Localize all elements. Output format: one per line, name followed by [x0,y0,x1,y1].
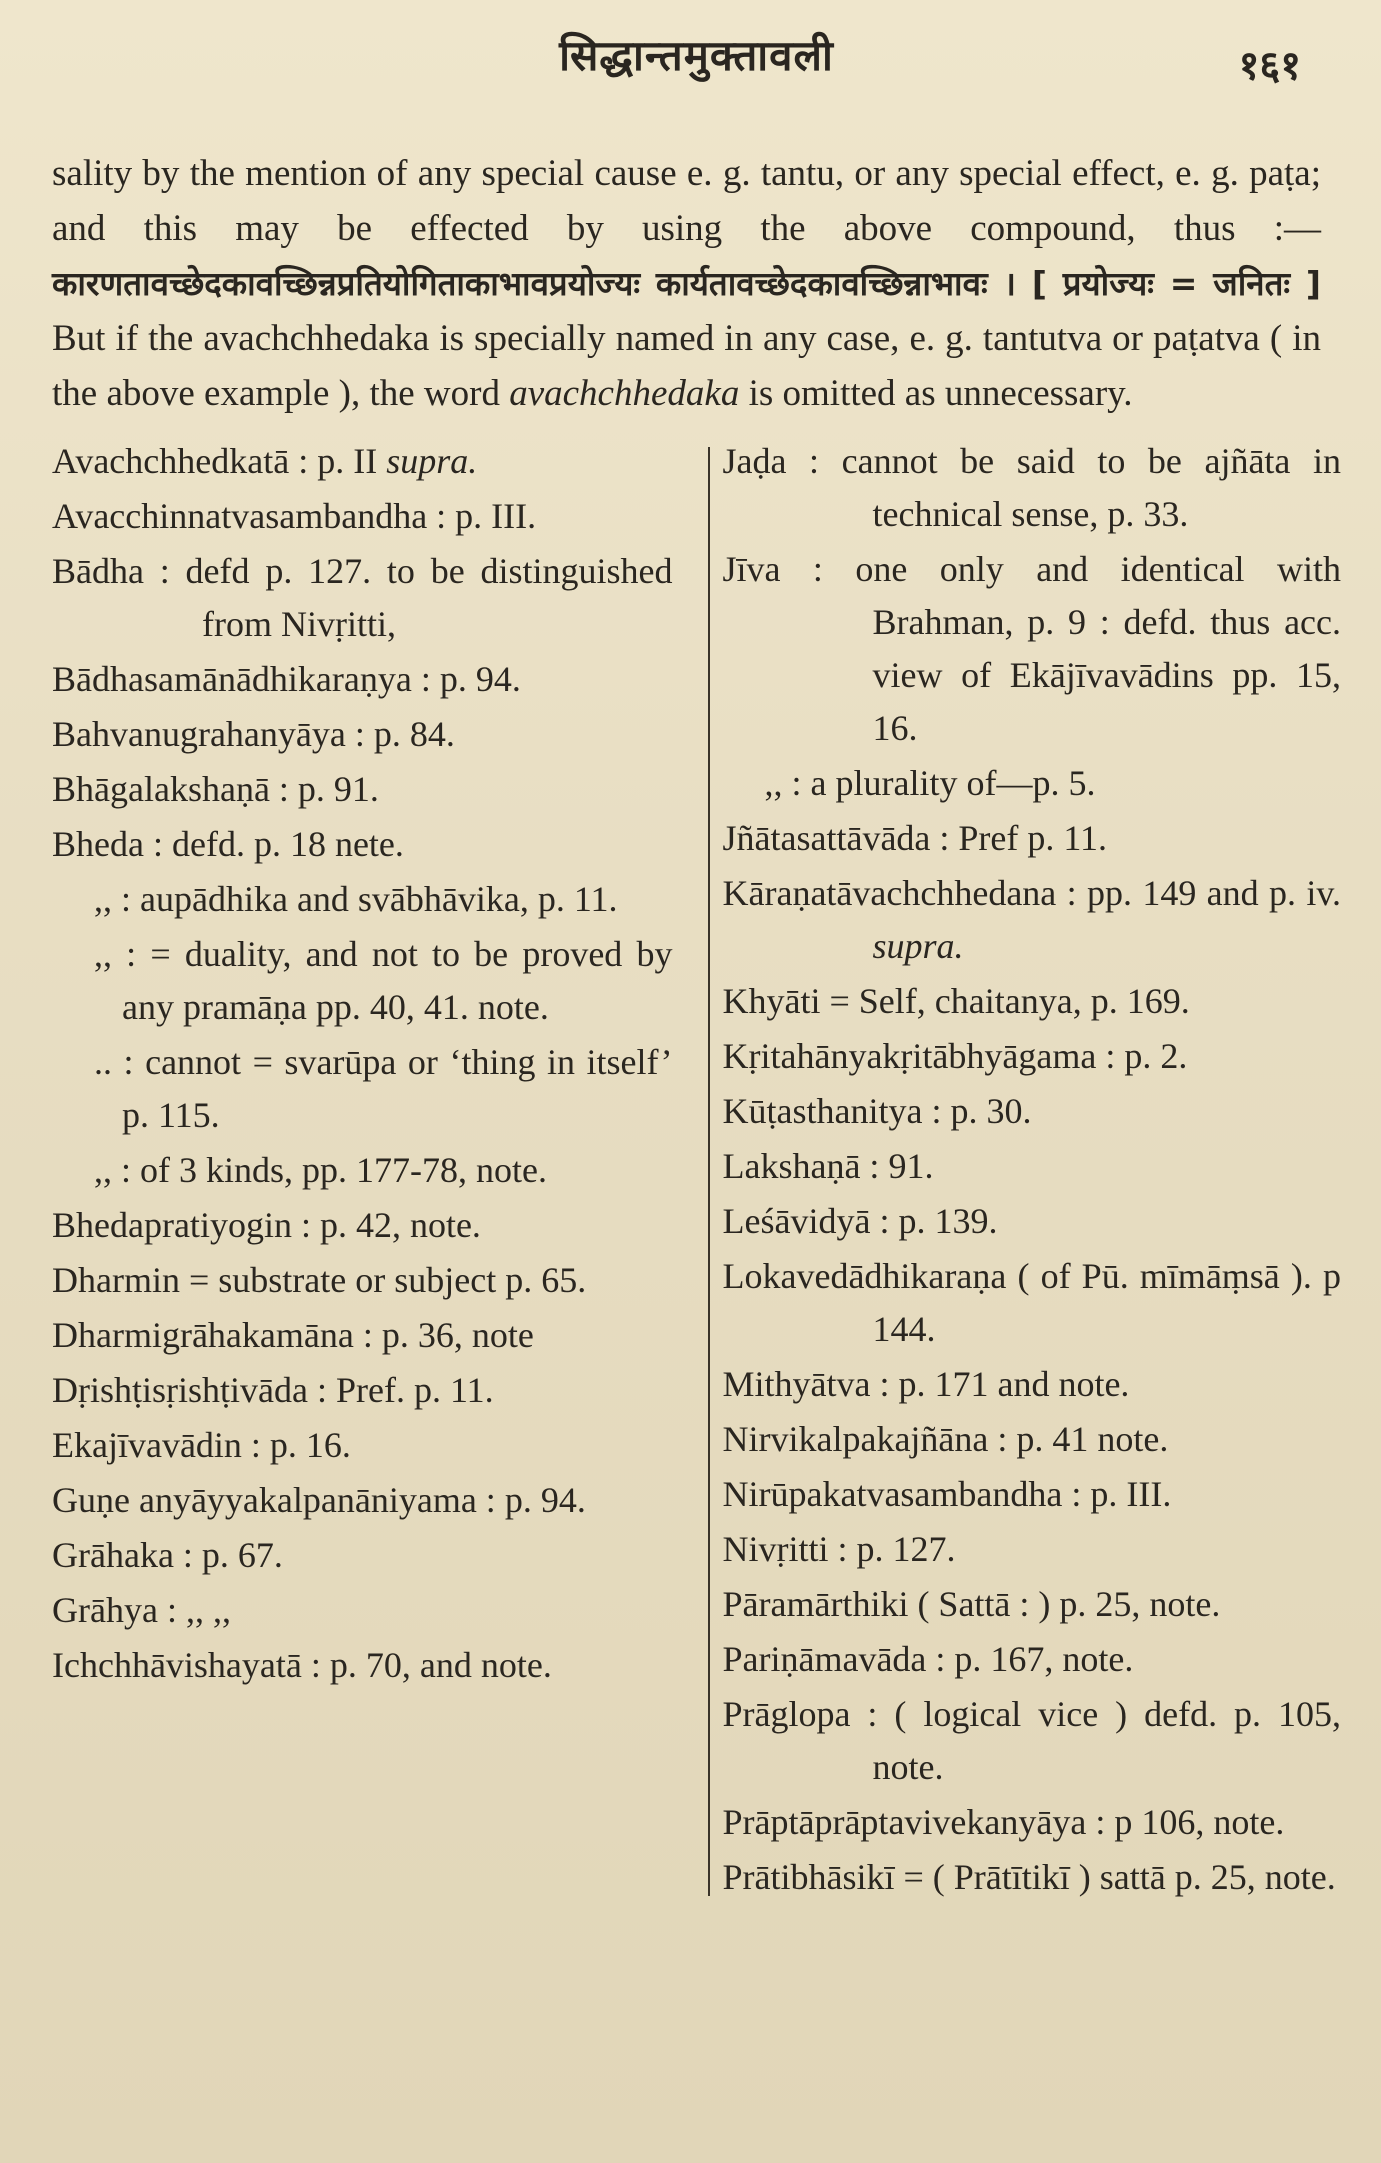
index-entry-text: Bhāgalakshaṇā : p. 91. [52,769,379,809]
index-entry-text: Kūṭasthanitya : p. 30. [722,1091,1032,1131]
index-entry [723,1523,1342,1576]
intro-paragraph [52,146,1341,421]
index-entry [723,812,1342,865]
index-entry-text: ,, : aupādhika and svābhāvika, p. 11. [94,879,618,919]
index-entry [52,708,673,761]
index-entry-text: Avacchinnatvasambandha : p. III. [52,496,537,536]
index-entry-text: ,, : of 3 kinds, pp. 177-78, note. [94,1150,547,1190]
index-entry-text: Bādha : defd p. 127. to be distinguished from Nivṛitti, [52,551,673,644]
index-entry-text: Prātibhāsikī = ( Prātītikī ) sattā p. 25, note. [722,1857,1336,1897]
index-entry-text: Dṛishṭisṛishṭivāda : Pref. p. 11. [52,1370,494,1410]
index-entry-text: Grāhaka : p. 67. [52,1535,283,1575]
index-entry [723,867,1342,973]
index-entry-text: Bheda : defd. p. 18 nete. [52,824,404,864]
intro-devanagari: कारणतावच्छेदकावच्छिन्नप्रतियोगिताकाभावप्रयोज्यः कार्यतावच्छेदकावच्छिन्नाभावः । [ प्रयोज्यः = जनितः ] [52,264,1321,303]
index-columns [52,435,1341,1906]
intro-text-1: sality by the mention of any special cause e. g. tantu, or any special effect, e. g. paṭa; and this may be effected by using the above compound, thus :— [52,153,1321,249]
index-entry [723,1578,1342,1631]
index-entry [52,1584,673,1637]
index-entry [52,1036,673,1142]
index-entry-text: .. : cannot = svarūpa or ‘thing in itself’ p. 115. [94,1042,673,1135]
index-entry-text: Ekajīvavādin : p. 16. [52,1425,351,1465]
index-entry-text: Jaḍa : cannot be said to be ajñāta in technical sense, p. 33. [722,441,1341,534]
index-entry-text: Lakshaṇā : 91. [722,1146,934,1186]
index-entry [52,1419,673,1472]
index-entry [52,1474,673,1527]
index-entry [723,1851,1342,1904]
index-entry [52,873,673,926]
running-title: सिद्धान्तमुक्तावली [559,31,834,80]
index-entry-text: Ichchhāvishayatā : p. 70, and note. [52,1645,552,1685]
index-entry-text: Nivṛitti : p. 127. [722,1529,956,1569]
index-entry [52,928,673,1034]
index-entry-text: Pāramārthiki ( Sattā : ) p. 25, note. [722,1584,1221,1624]
index-entry [723,757,1342,810]
index-entry [52,435,673,488]
index-entry [52,653,673,706]
page-number: १६१ [1238,43,1301,89]
index-entry [723,1796,1342,1849]
index-entry-text: ,, : a plurality of—p. 5. [764,763,1096,803]
index-entry-text: Prāptāprāptavivekanyāya : p 106, note. [722,1802,1285,1842]
index-entry-text: Kāraṇatāvachchhedana : pp. 149 and p. iv. [722,873,1341,913]
index-entry-text: Leśāvidyā : p. 139. [722,1201,998,1241]
index-entry [52,1199,673,1252]
index-entry [52,545,673,651]
index-entry-text: Pariṇāmavāda : p. 167, note. [722,1639,1134,1679]
intro-text-2: But if the avachchhedaka is specially named in any case, e. g. tantutva or paṭatva ( in the above example ), the word [52,318,1321,414]
index-entry-text: Bahvanugrahanyāya : p. 84. [52,714,455,754]
intro-text-3: is omitted as unnecessary. [739,373,1133,414]
left-column [52,435,697,1906]
index-entry [723,1250,1342,1356]
index-entry [723,975,1342,1028]
index-entry [52,1639,673,1692]
index-entry-italic: supra. [872,926,964,966]
index-entry [52,1144,673,1197]
index-entry [52,1309,673,1362]
page-header [52,24,1341,112]
index-entry [723,435,1342,541]
index-entry-text: Mithyātva : p. 171 and note. [722,1364,1130,1404]
index-entry-text: Bhedapratiyogin : p. 42, note. [52,1205,481,1245]
index-entry-italic: supra. [386,441,478,481]
index-entry-text: Jñātasattāvāda : Pref p. 11. [722,818,1108,858]
column-divider [708,447,710,1896]
index-entry [723,1688,1342,1794]
index-entry-text: Avachchhedkatā : p. II [52,441,387,481]
index-entry-text: Dharmigrāhakamāna : p. 36, note [52,1315,534,1355]
index-entry-text: Kṛitahānyakṛitābhyāgama : p. 2. [722,1036,1188,1076]
index-entry [52,763,673,816]
index-entry [723,1633,1342,1686]
index-entry [52,1254,673,1307]
index-entry [723,543,1342,755]
intro-italic-term: avachchhedaka [509,373,740,414]
index-entry-text: Prāglopa : ( logical vice ) defd. p. 105, note. [722,1694,1341,1787]
index-entry [723,1140,1342,1193]
index-entry-text: Guṇe anyāyyakalpanāniyama : p. 94. [52,1480,586,1520]
index-entry-text: Khyāti = Self, chaitanya, p. 169. [722,981,1190,1021]
index-entry [723,1358,1342,1411]
index-entry-text: Nirvikalpakajñāna : p. 41 note. [722,1419,1169,1459]
index-entry [52,818,673,871]
index-entry [723,1085,1342,1138]
right-column [697,435,1342,1906]
index-entry-text: ,, : = duality, and not to be proved by any pramāṇa pp. 40, 41. note. [94,934,673,1027]
index-entry [52,490,673,543]
index-entry-text: Grāhya : ,, ,, [52,1590,231,1630]
index-entry [723,1468,1342,1521]
index-entry-text: Dharmin = substrate or subject p. 65. [52,1260,587,1300]
index-entry-text: Lokavedādhikaraṇa ( of Pū. mīmāṃsā ). p 144. [722,1256,1341,1349]
index-entry [723,1030,1342,1083]
index-entry-text: Bādhasamānādhikaraṇya : p. 94. [52,659,521,699]
index-entry [723,1195,1342,1248]
index-entry-text: Jīva : one only and identical with Brahman, p. 9 : defd. thus acc. view of Ekājīvavādins pp. 15, 16. [722,549,1341,748]
index-entry [723,1413,1342,1466]
index-entry [52,1364,673,1417]
index-entry-text: Nirūpakatvasambandha : p. III. [722,1474,1172,1514]
index-entry [52,1529,673,1582]
